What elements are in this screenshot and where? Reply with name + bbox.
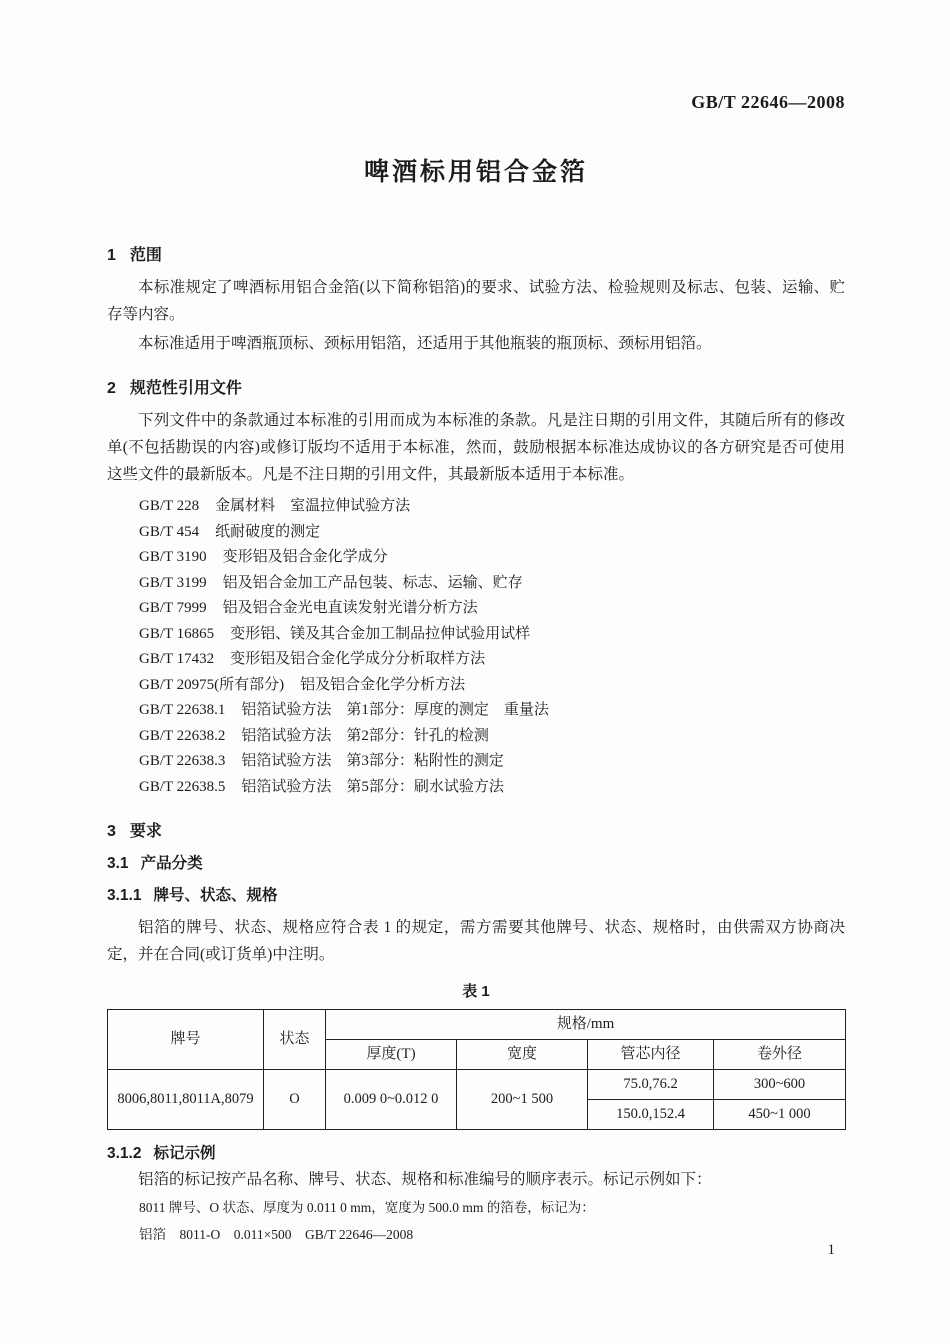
table-header-width: 宽度 xyxy=(457,1040,588,1070)
reference-title: 铝箔试验方法 第5部分：刷水试验方法 xyxy=(241,778,504,795)
section-1-paragraph-1: 本标准规定了啤酒标用铝合金箔(以下简称铝箔)的要求、试验方法、检验规则及标志、包装、运输、贮存等内容。 xyxy=(107,279,845,323)
reference-title: 纸耐破度的测定 xyxy=(215,523,321,540)
section-3-1-1-heading xyxy=(107,886,845,906)
marking-example-designation: 铝箔 8011-O 0.011×500 GB/T 22646—2008 xyxy=(139,1227,414,1242)
reference-title: 变形铝及铝合金化学成分 xyxy=(222,549,388,565)
cell-roll-od-1: 300~600 xyxy=(714,1070,846,1100)
table-header-spec-group: 规格/mm xyxy=(326,1010,846,1040)
cell-brand: 8006,8011,8011A,8079 xyxy=(108,1070,264,1130)
section-2-paragraph-1: 下列文件中的条款通过本标准的引用而成为本标准的条款。凡是注日期的引用文件，其随后所有的修改单(不包括勘误的内容)或修订版均不适用于本标准，然而，鼓励根据本标准达成协议的各方研究是否可使用这些文件的最新版本。凡是不注日期的引用文件，其最新版本适用于本标准。 xyxy=(107,412,845,483)
section-3-1-title: 产品分类 xyxy=(140,855,203,872)
cell-state: O xyxy=(264,1070,326,1130)
standard-code: GB/T 22646—2008 xyxy=(691,92,845,112)
section-3-1-heading xyxy=(107,854,845,874)
table-header-core-id: 管芯内径 xyxy=(588,1040,714,1070)
section-1-title: 范围 xyxy=(129,247,162,264)
section-3-1-2-title: 标记示例 xyxy=(153,1145,216,1162)
section-2-heading xyxy=(107,379,845,399)
section-3-title: 要求 xyxy=(129,823,162,840)
reference-title: 铝及铝合金加工产品包装、标志、运输、贮存 xyxy=(222,574,523,591)
reference-code: GB/T 22638.3 xyxy=(139,753,226,769)
section-3-heading xyxy=(107,822,845,842)
section-3-1-1-number: 3.1.1 xyxy=(107,887,142,904)
section-3-1-2-heading xyxy=(107,1144,845,1164)
cell-thickness: 0.009 0~0.012 0 xyxy=(326,1070,457,1130)
reference-title: 铝及铝合金光电直读发射光谱分析方法 xyxy=(222,600,478,616)
reference-code: GB/T 22638.2 xyxy=(139,727,226,744)
section-3-number: 3 xyxy=(107,823,116,840)
section-1-number: 1 xyxy=(107,247,116,264)
reference-item xyxy=(139,647,845,673)
document-title: 啤酒标用铝合金箔 xyxy=(363,158,588,186)
cell-width: 200~1 500 xyxy=(457,1070,588,1130)
section-3-1-1-title: 牌号、状态、规格 xyxy=(153,887,278,904)
marking-example-description: 8011 牌号、O 状态、厚度为 0.011 0 mm，宽度为 500.0 mm 的箔卷，标记为： xyxy=(139,1200,595,1215)
section-3-1-2-paragraph: 铝箔的标记按产品名称、牌号、状态、规格和标准编号的顺序表示。标记示例如下： xyxy=(138,1171,712,1188)
reference-title: 铝箔试验方法 第2部分：针孔的检测 xyxy=(241,727,489,744)
reference-code: GB/T 22638.1 xyxy=(139,702,226,718)
reference-item xyxy=(139,571,845,597)
table-header-brand: 牌号 xyxy=(108,1010,264,1070)
reference-code: GB/T 22638.5 xyxy=(139,778,226,795)
reference-item xyxy=(139,749,845,775)
section-3-1-2-number: 3.1.2 xyxy=(107,1145,142,1162)
table-1 xyxy=(107,1009,846,1130)
reference-code: GB/T 3190 xyxy=(139,549,207,565)
reference-item xyxy=(139,724,845,750)
reference-item xyxy=(139,673,845,699)
reference-list xyxy=(139,494,845,800)
reference-item xyxy=(139,622,845,648)
reference-title: 变形铝及铝合金化学成分分析取样方法 xyxy=(230,651,486,667)
reference-code: GB/T 3199 xyxy=(139,574,207,591)
table-row xyxy=(108,1070,846,1100)
cell-core-id-1: 75.0,76.2 xyxy=(588,1070,714,1100)
reference-item xyxy=(139,596,845,622)
section-1-heading xyxy=(107,246,845,266)
reference-code: GB/T 228 xyxy=(139,498,200,514)
section-1-paragraph-2: 本标准适用于啤酒瓶顶标、颈标用铝箔，还适用于其他瓶装的瓶顶标、颈标用铝箔。 xyxy=(138,335,712,352)
section-2-number: 2 xyxy=(107,380,116,397)
reference-item xyxy=(139,775,845,801)
reference-code: GB/T 16865 xyxy=(139,625,215,642)
reference-code: GB/T 454 xyxy=(139,523,200,540)
reference-title: 铝箔试验方法 第1部分：厚度的测定 重量法 xyxy=(241,702,549,718)
reference-title: 铝及铝合金化学分析方法 xyxy=(300,676,466,693)
reference-title: 铝箔试验方法 第3部分：粘附性的测定 xyxy=(241,753,504,769)
reference-title: 变形铝、镁及其合金加工制品拉伸试验用试样 xyxy=(230,625,531,642)
table-header-thickness: 厚度(T) xyxy=(326,1040,457,1070)
section-3-1-1-paragraph: 铝箔的牌号、状态、规格应符合表 1 的规定，需方需要其他牌号、状态、规格时，由供需双方协商决定，并在合同(或订货单)中注明。 xyxy=(107,919,845,963)
page-number: 1 xyxy=(827,1242,835,1258)
reference-code: GB/T 7999 xyxy=(139,600,207,616)
section-2-title: 规范性引用文件 xyxy=(129,380,242,397)
cell-core-id-2: 150.0,152.4 xyxy=(588,1100,714,1130)
reference-item xyxy=(139,494,845,520)
cell-roll-od-2: 450~1 000 xyxy=(714,1100,846,1130)
reference-item xyxy=(139,698,845,724)
table-header-roll-od: 卷外径 xyxy=(714,1040,846,1070)
reference-item xyxy=(139,520,845,546)
section-3-1-number: 3.1 xyxy=(107,855,129,872)
reference-item xyxy=(139,545,845,571)
reference-code: GB/T 20975(所有部分) xyxy=(139,676,285,693)
reference-code: GB/T 17432 xyxy=(139,651,215,667)
table-header-row-1 xyxy=(108,1010,846,1040)
table-1-caption: 表 1 xyxy=(462,983,490,1000)
reference-title: 金属材料 室温拉伸试验方法 xyxy=(215,498,411,514)
table-header-state: 状态 xyxy=(264,1010,326,1070)
